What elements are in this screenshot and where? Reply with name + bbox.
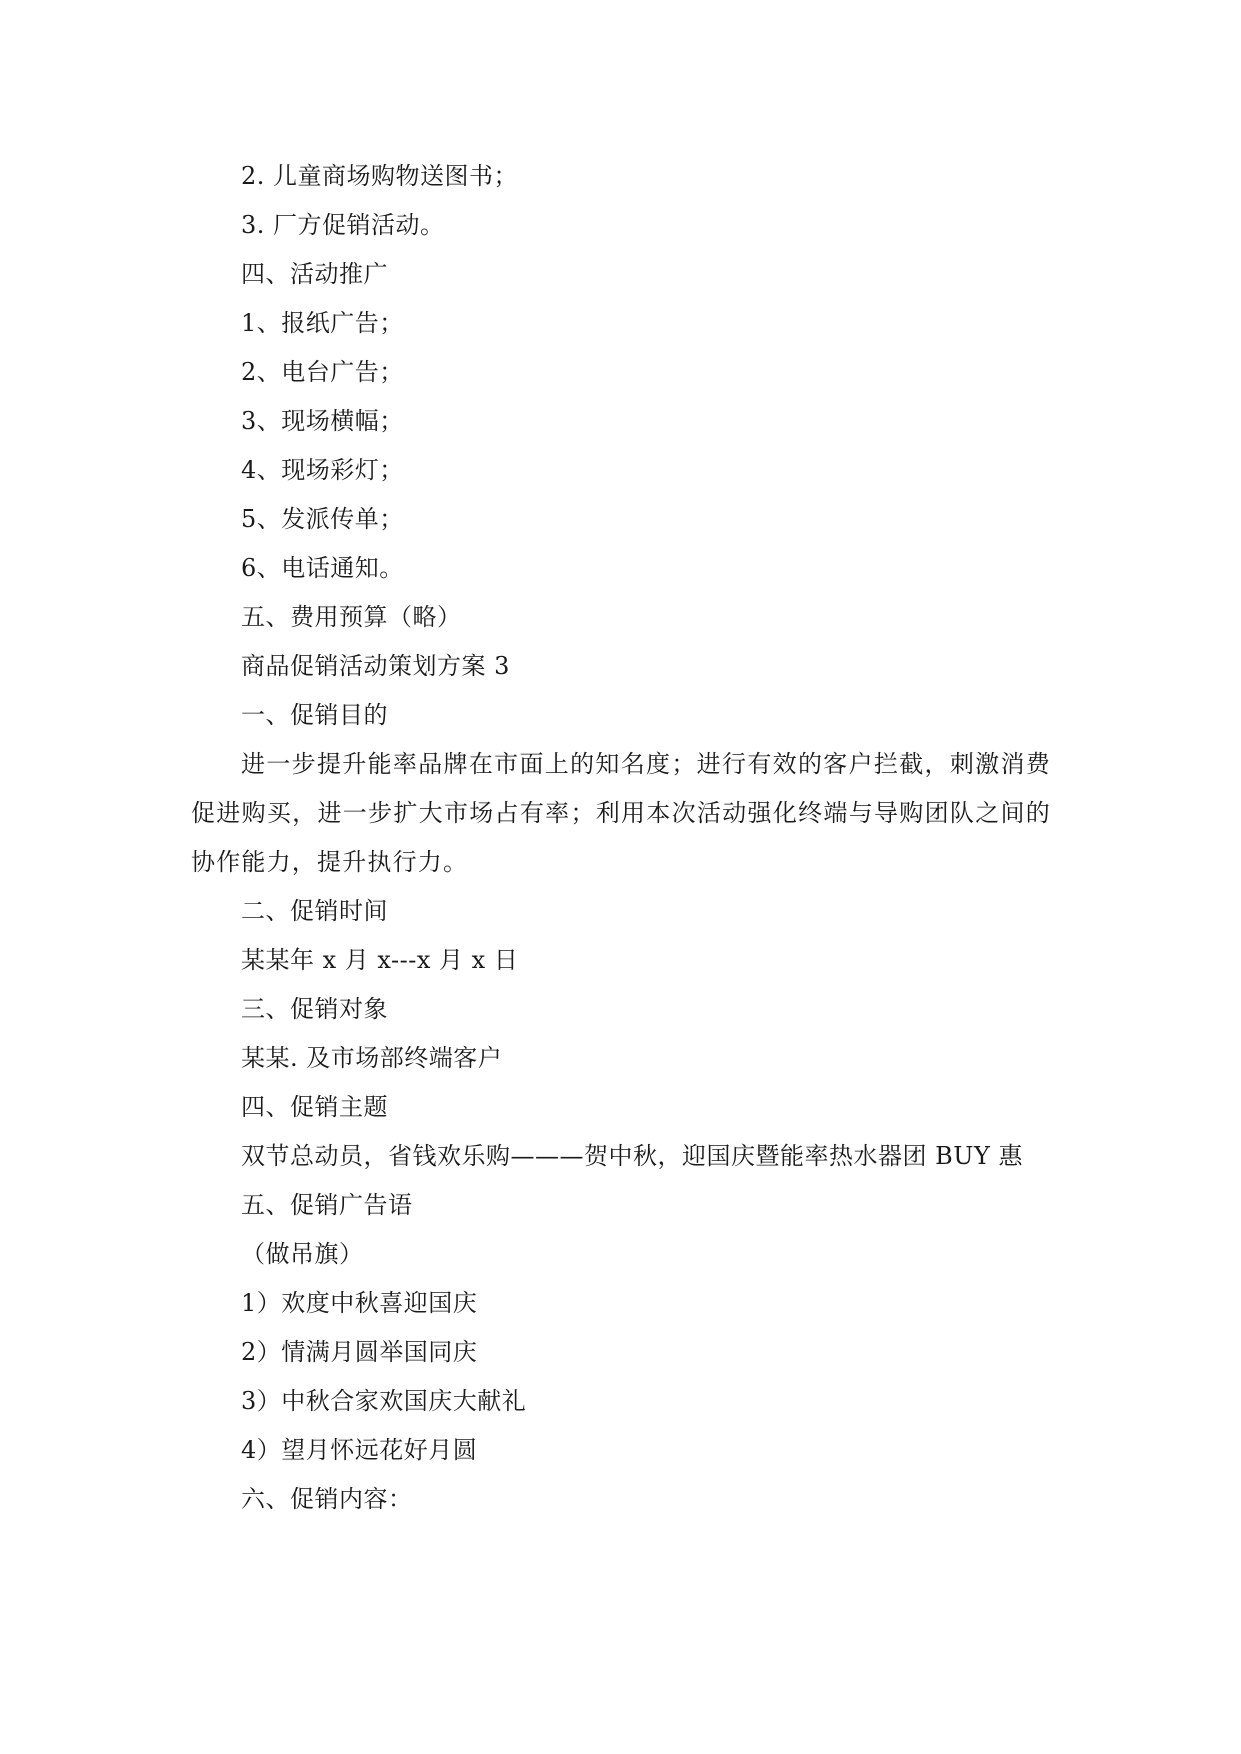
list-item: 3）中秋合家欢国庆大献礼	[241, 1387, 527, 1415]
text-line: 3. 厂方促销活动。	[241, 211, 445, 239]
paragraph: 进一步提升能率品牌在市面上的知名度；进行有效的客户拦截，刺激消费促进购买，进一步扩大市场占有率；利用本次活动强化终端与导购团队之间的协作能力，提升执行力。	[191, 750, 1051, 876]
text-line: 3、现场横幅；	[241, 407, 404, 435]
list-item: 2）情满月圆举国同庆	[241, 1338, 478, 1366]
text-line: 4、现场彩灯；	[241, 456, 404, 484]
text-line: 1、报纸广告；	[241, 309, 404, 337]
text-line: 2、电台广告；	[241, 358, 404, 386]
section-heading: 四、活动推广	[241, 260, 388, 288]
document-title: 商品促销活动策划方案 3	[241, 652, 510, 680]
section-heading: 六、促销内容：	[241, 1485, 413, 1513]
section-heading: 一、促销目的	[241, 701, 388, 729]
section-heading: 三、促销对象	[241, 995, 388, 1023]
document-body	[191, 152, 1051, 1524]
text-line: 某某. 及市场部终端客户	[241, 1044, 503, 1072]
list-item: 4）望月怀远花好月圆	[241, 1436, 478, 1464]
text-line: 6、电话通知。	[241, 554, 404, 582]
text-line: （做吊旗）	[241, 1240, 364, 1268]
text-line: 5、发派传单；	[241, 505, 404, 533]
list-item: 1）欢度中秋喜迎国庆	[241, 1289, 478, 1317]
text-line: 双节总动员，省钱欢乐购———贺中秋，迎国庆暨能率热水器团 BUY 惠	[241, 1142, 1023, 1170]
section-heading: 五、费用预算（略）	[241, 603, 462, 631]
text-line: 某某年 x 月 x---x 月 x 日	[241, 946, 519, 974]
section-heading: 四、促销主题	[241, 1093, 388, 1121]
section-heading: 二、促销时间	[241, 897, 388, 925]
text-line: 2. 儿童商场购物送图书；	[241, 162, 519, 190]
section-heading: 五、促销广告语	[241, 1191, 413, 1219]
